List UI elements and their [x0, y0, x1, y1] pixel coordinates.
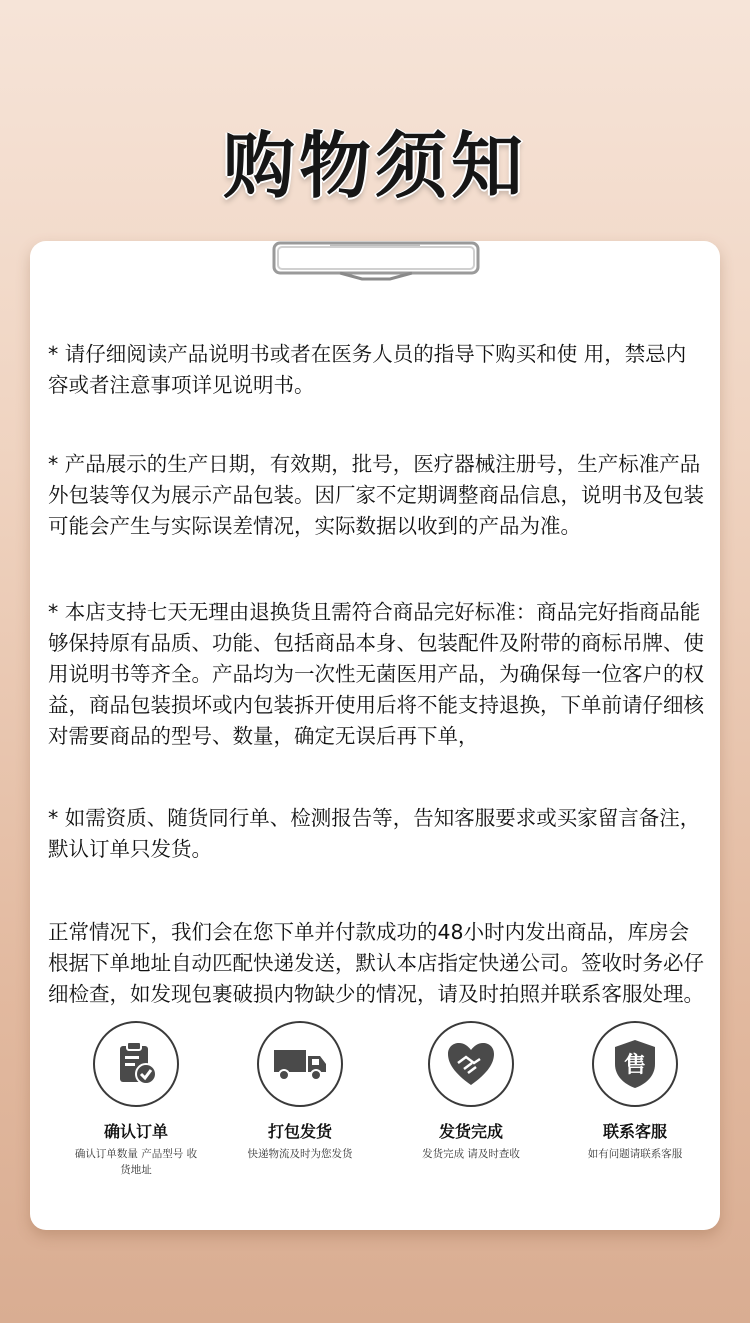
step-label: 联系客服	[602, 1122, 667, 1141]
note-5: 正常情况下，我们会在您下单并付款成功的48小时内发出商品，库房会根据下单地址自动匹配快递发送，默认本店指定快递公司。签收时务必仔细检查，如发现包裹破损内物缺少的情况，请及时拍照并联系客服处理。	[48, 920, 704, 1006]
step-desc: 发货完成 请及时查收	[422, 1148, 520, 1160]
page-title: 购物须知	[222, 124, 527, 208]
note-3: * 本店支持七天无理由退换货且需符合商品完好标准：商品完好指商品能够保持原有品质、功能、包括商品本身、包装配件及附带的商标吊牌、使用说明书等齐全。产品均为一次性无菌医用产品，为确保每一位客户的权益，商品包装损坏或内包装拆开使用后将不能支持退换，下单前请仔细核对需要商品的型号、数量，确定无误后再下单，	[48, 600, 704, 748]
service-glyph: 售	[623, 1053, 647, 1078]
clipboard-clip-icon	[270, 239, 482, 283]
notes-list	[48, 339, 704, 1010]
step-delivered	[386, 1021, 556, 1162]
step-label: 确认订单	[103, 1122, 168, 1141]
note-1: * 请仔细阅读产品说明书或者在医务人员的指导下购买和使 用，禁忌内容或者注意事项详见说明书。	[48, 342, 687, 397]
step-label: 打包发货	[267, 1122, 332, 1141]
handshake-heart-icon	[428, 1021, 514, 1107]
truck-icon	[257, 1021, 343, 1107]
step-desc: 快递物流及时为您发货	[247, 1148, 353, 1160]
step-label: 发货完成	[438, 1122, 503, 1141]
clipboard-check-icon	[93, 1021, 179, 1107]
step-desc: 如有问题请联系客服	[587, 1148, 683, 1160]
step-desc: 确认订单数量 产品型号 收货地址	[74, 1148, 198, 1176]
service-shield-icon	[592, 1021, 678, 1107]
process-steps	[30, 1021, 720, 1181]
step-pack-ship	[215, 1021, 385, 1162]
note-4: * 如需资质、随货同行单、检测报告等，告知客服要求或买家留言备注，默认订单只发货。	[48, 806, 701, 861]
note-2: * 产品展示的生产日期，有效期，批号，医疗器械注册号，生产标准产品外包装等仅为展示产品包装。因厂家不定期调整商品信息，说明书及包装可能会产生与实际误差情况，实际数据以收到的产品为准。	[48, 452, 704, 538]
step-contact-service	[550, 1021, 720, 1162]
notice-card	[30, 241, 720, 1230]
step-confirm-order	[51, 1021, 221, 1178]
